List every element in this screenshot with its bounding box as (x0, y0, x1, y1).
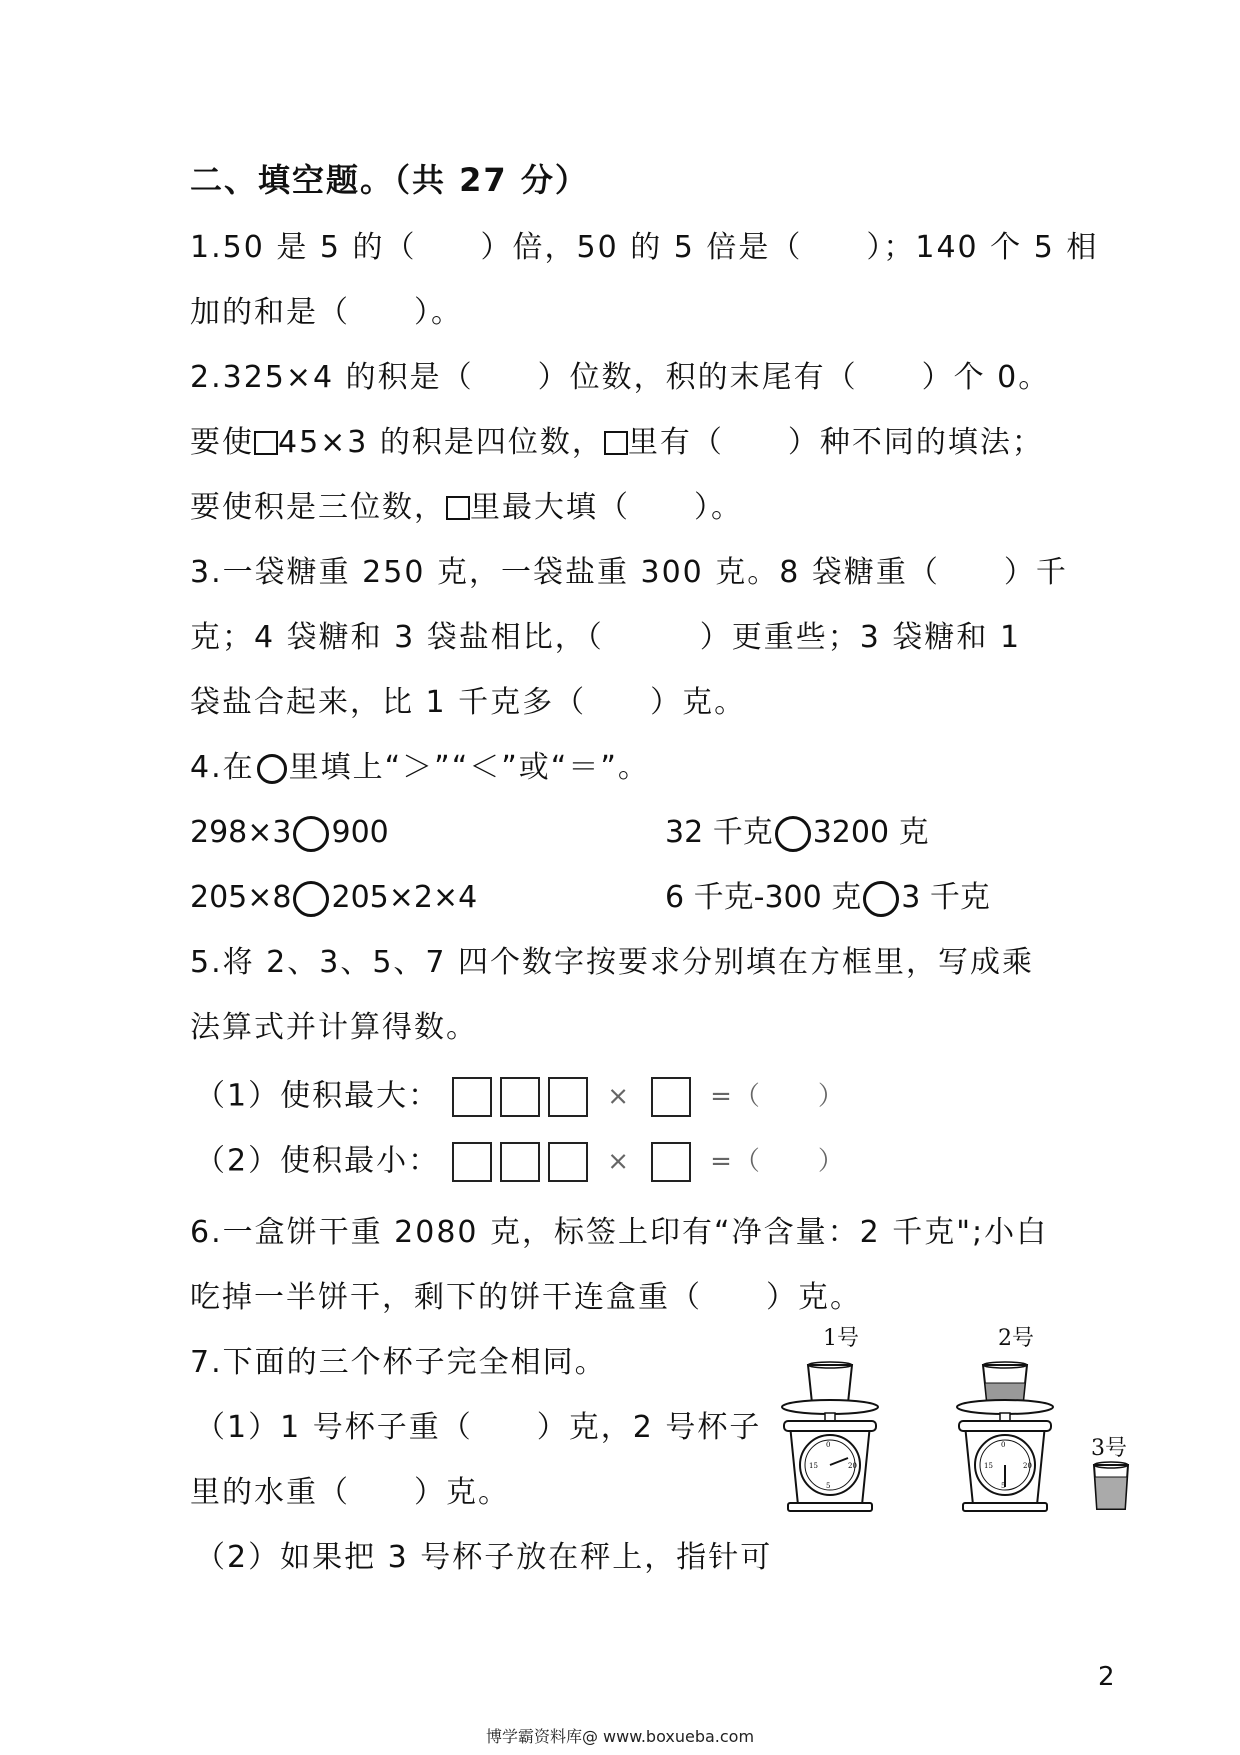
cup2-label: 2号 (998, 1326, 1034, 1351)
blank-square-icon (446, 496, 470, 520)
blank-square-icon (604, 431, 628, 455)
q7-line1: 7.下面的三个杯子完全相同。 (190, 1345, 607, 1380)
q4-line1-a: 4.在 (190, 750, 255, 785)
q2-line3-a: 要使积是三位数， (190, 490, 446, 525)
q1-line2: 加的和是（ ）。 (190, 295, 463, 330)
page-number: 2 (1098, 1662, 1115, 1692)
q2-line3-b: 里最大填（ ）。 (470, 490, 743, 525)
q1-line1: 1.50 是 5 的（ ）倍，50 的 5 倍是（ ）；140 个 5 相 (190, 230, 1099, 265)
q5-sub1-label: （1）使积最大： (195, 1078, 441, 1114)
q4-compare-4 (665, 878, 990, 918)
answer-box[interactable] (651, 1142, 691, 1182)
q4-compare-2 (665, 813, 929, 853)
section-title: 二、填空题。（共 27 分） (190, 161, 589, 199)
scales-illustration (770, 1325, 1150, 1525)
compare-circle-icon (293, 816, 329, 852)
q2-line2-b: 45×3 的积是四位数， (278, 425, 604, 460)
q4-line1 (190, 748, 650, 788)
scale-1 (782, 1326, 878, 1511)
compare-right: 3200 克 (812, 815, 929, 850)
answer-box[interactable] (548, 1142, 588, 1182)
answer-box[interactable] (548, 1077, 588, 1117)
q2-line1: 2.325×4 的积是（ ）位数，积的末尾有（ ）个 0。 (190, 360, 1051, 395)
q5-line2: 法算式并计算得数。 (190, 1010, 478, 1045)
svg-text:15: 15 (984, 1462, 993, 1470)
q4-line1-b: 里填上“＞”“＜”或“＝”。 (288, 750, 650, 785)
svg-text:0: 0 (826, 1441, 831, 1449)
svg-text:0: 0 (1001, 1441, 1006, 1449)
q4-compare-1 (190, 813, 389, 853)
compare-circle-icon (293, 881, 329, 917)
q6-line2: 吃掉一半饼干，剩下的饼干连盒重（ ）克。 (190, 1280, 862, 1315)
q2-line2-c: 里有（ ）种不同的填法； (627, 425, 1044, 460)
compare-left: 205×8 (190, 880, 292, 915)
equals-blank: =（ ） (710, 1146, 846, 1177)
q7-sub1-a: （1）1 号杯子重（ ）克，2 号杯子 (195, 1410, 762, 1445)
scale-2 (957, 1326, 1053, 1511)
q3-line1: 3.一袋糖重 250 克，一袋盐重 300 克。8 袋糖重（ ）千 (190, 555, 1068, 590)
svg-text:20: 20 (848, 1462, 857, 1470)
q5-sub2 (195, 1141, 846, 1182)
q3-line3: 袋盐合起来，比 1 千克多（ ）克。 (190, 685, 747, 720)
q5-sub1 (195, 1076, 846, 1117)
compare-right: 900 (331, 815, 389, 850)
answer-box[interactable] (452, 1077, 492, 1117)
compare-left: 6 千克-300 克 (665, 880, 862, 915)
q3-line2: 克；4 袋糖和 3 袋盐相比，（ ）更重些；3 袋糖和 1 (190, 620, 1022, 655)
compare-circle-icon (863, 881, 899, 917)
blank-square-icon (254, 431, 278, 455)
cup-3 (1091, 1436, 1128, 1509)
compare-left: 32 千克 (665, 815, 773, 850)
svg-text:20: 20 (1023, 1462, 1032, 1470)
cup3-label: 3号 (1091, 1436, 1127, 1461)
answer-box[interactable] (500, 1142, 540, 1182)
q2-line2 (190, 423, 1044, 463)
answer-box[interactable] (651, 1077, 691, 1117)
q2-line2-a: 要使 (190, 425, 254, 460)
times-sign: × (607, 1146, 631, 1177)
q5-line1: 5.将 2、3、5、7 四个数字按要求分别填在方框里，写成乘 (190, 945, 1035, 980)
cup1-label: 1号 (823, 1326, 859, 1351)
compare-circle-icon (257, 754, 287, 784)
q4-compare-3 (190, 878, 477, 918)
svg-text:5: 5 (826, 1482, 831, 1490)
times-sign: × (607, 1081, 631, 1112)
compare-right: 3 千克 (901, 880, 990, 915)
q5-sub2-label: （2）使积最小： (195, 1143, 441, 1179)
q2-line3 (190, 488, 743, 528)
q6-line1: 6.一盒饼干重 2080 克，标签上印有“净含量：2 千克";小白 (190, 1215, 1049, 1250)
svg-text:5: 5 (1001, 1482, 1006, 1490)
q7-sub2: （2）如果把 3 号杯子放在秤上，指针可 (195, 1540, 773, 1575)
compare-circle-icon (775, 816, 811, 852)
svg-text:15: 15 (809, 1462, 818, 1470)
compare-right: 205×2×4 (331, 880, 478, 915)
footer-watermark: 博学霸资料库@ www.boxueba.com (485, 1727, 755, 1746)
compare-left: 298×3 (190, 815, 292, 850)
q7-sub1-b: 里的水重（ ）克。 (190, 1475, 510, 1510)
answer-box[interactable] (452, 1142, 492, 1182)
equals-blank: =（ ） (710, 1081, 846, 1112)
answer-box[interactable] (500, 1077, 540, 1117)
